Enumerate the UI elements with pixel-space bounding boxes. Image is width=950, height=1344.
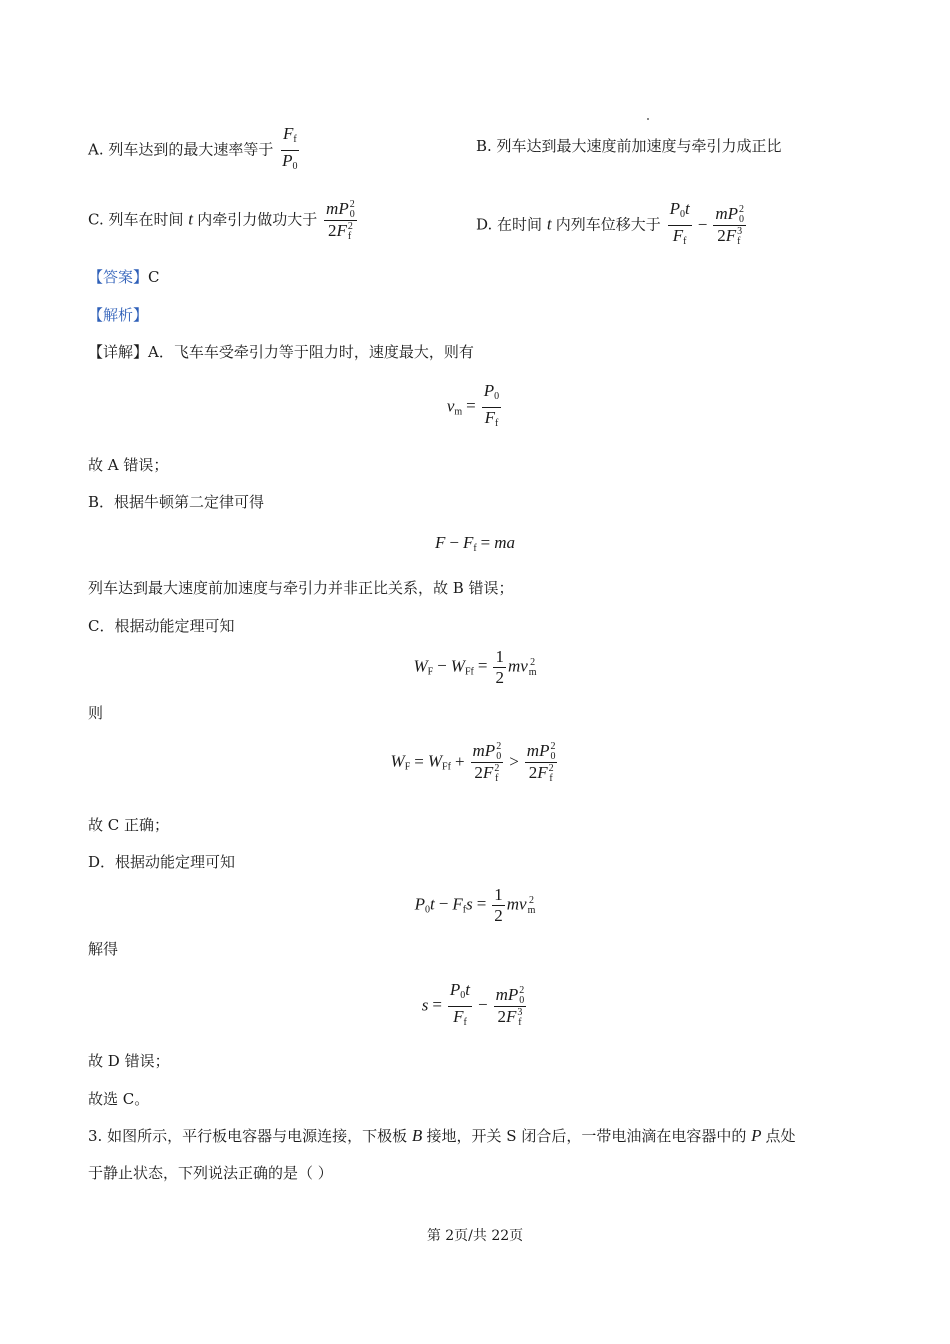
page-footer: 第 2页/共 22页	[426, 1228, 524, 1244]
stray-dot	[647, 118, 649, 120]
formula-s: s = $\frac{P_0t}{F_f}$ − mP 2 0 2F 3 f	[421, 980, 525, 1029]
final-answer: 故选 C。	[88, 1090, 150, 1108]
analysis-tag: 【解析】	[88, 306, 149, 324]
question-3-line1: 3. 如图所示，平行板电容器与电源连接，下极板 B 接地，开关 S 闭合后，一带电油滴在电容器中的 P 点处	[88, 1126, 796, 1145]
option-a: A. 列车达到的最大速率等于 $\frac{F_f}{P_0}$	[88, 124, 302, 177]
formula-newton: $F - F_f$ = ma	[434, 533, 516, 554]
formula-wf: $W_F = W_{Ff}$ + mP 2 0 2F 2 f > mP 2 0 2F 2 f	[390, 741, 556, 785]
formula-c-option: mP 2 0 2F 2 f	[326, 199, 355, 243]
conclusion-b: 列车达到最大速度前加速度与牵引力并非正比关系，故 B 错误；	[88, 579, 514, 597]
conclusion-c: 故 C 正确；	[88, 816, 170, 834]
formula-work-energy-c: $W_F - W_{Ff}$ = $\frac{1}{2}$ mv 2 m	[413, 647, 537, 687]
conclusion-a: 故 A 错误；	[88, 456, 169, 474]
detail-c: C．根据动能定理可知	[88, 617, 235, 635]
then-c: 则	[88, 704, 104, 722]
detail-b: B．根据牛顿第二定律可得	[88, 493, 265, 511]
formula-work-energy-d: $P_0t - F_fs$ = $\frac{1}{2}$ mv 2 m	[414, 885, 536, 925]
formula-ff-over-p0: $\frac{F_f}{P_0}$	[282, 124, 298, 172]
option-b: B. 列车达到最大速度前加速度与牵引力成正比	[476, 137, 782, 155]
detail-a: 【详解】A．飞车车受牵引力等于阻力时，速度最大，则有	[88, 343, 474, 361]
detail-d: D．根据动能定理可知	[88, 853, 236, 871]
conclusion-d: 故 D 错误；	[88, 1052, 170, 1070]
question-3-line2: 于静止状态，下列说法正确的是（ ）	[88, 1164, 333, 1182]
option-c: C. 列车在时间 t 内牵引力做功大于 mP 2 0 2F 2 f	[88, 199, 355, 243]
option-d: D. 在时间 t 内列车位移大于 $\frac{P_0t}{F_f}$ − mP 2 0 2F 3 f	[476, 199, 744, 248]
answer-line: 【答案】C	[88, 268, 160, 286]
formula-vm: $v_m$ = $\frac{P_0}{F_f}$	[446, 381, 500, 429]
solve-d: 解得	[88, 940, 119, 958]
